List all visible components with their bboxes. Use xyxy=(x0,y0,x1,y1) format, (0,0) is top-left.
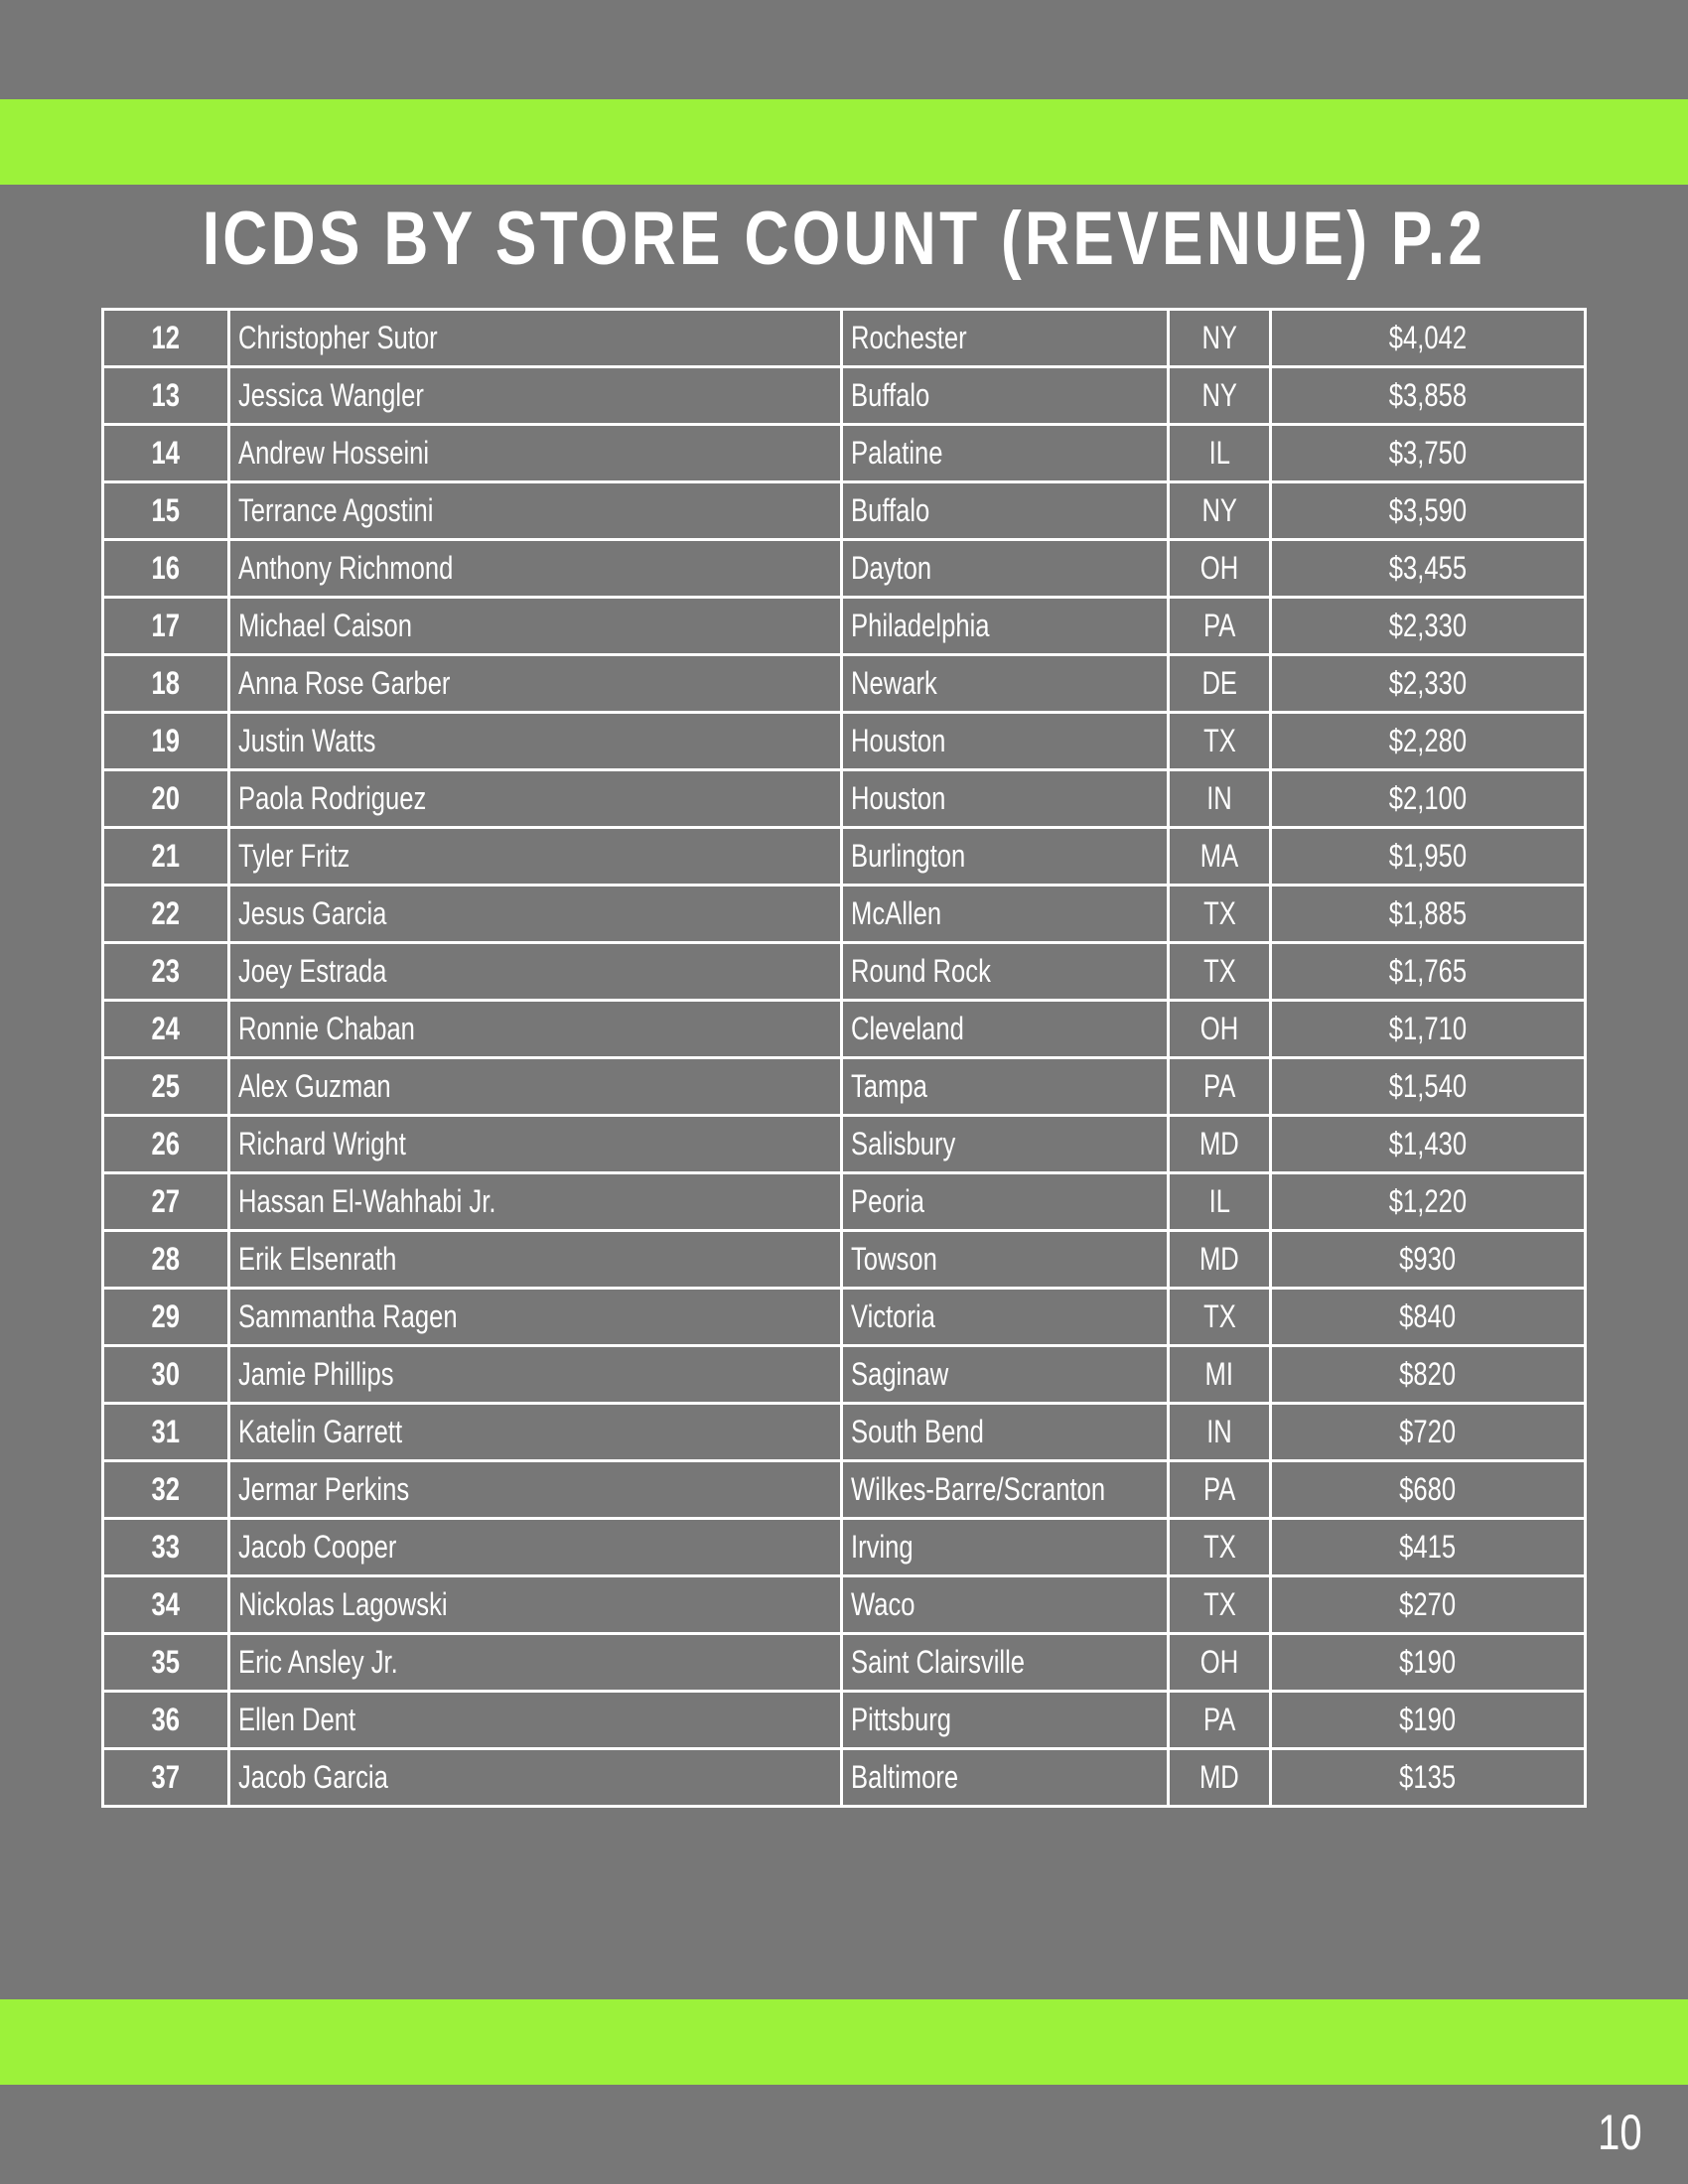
table-row xyxy=(103,1519,1586,1576)
city-cell-text: Saginaw xyxy=(851,1356,949,1392)
city-cell-text: Victoria xyxy=(851,1298,935,1334)
revenue-cell-text: $270 xyxy=(1399,1586,1457,1622)
state-cell xyxy=(1169,1634,1271,1692)
revenue-cell xyxy=(1271,1173,1586,1231)
state-cell-text: IL xyxy=(1208,435,1230,471)
name-cell xyxy=(229,770,842,828)
revenue-cell-text: $680 xyxy=(1399,1471,1457,1507)
rank-cell xyxy=(103,1576,229,1634)
table-row xyxy=(103,1231,1586,1289)
state-cell xyxy=(1169,1576,1271,1634)
rank-cell xyxy=(103,1692,229,1749)
rank-cell xyxy=(103,886,229,943)
city-cell-text: Wilkes-Barre/Scranton xyxy=(851,1471,1106,1507)
revenue-cell-text: $2,100 xyxy=(1388,780,1468,816)
revenue-cell-text: $135 xyxy=(1399,1759,1457,1795)
top-accent-band xyxy=(0,99,1688,185)
rank-cell xyxy=(103,1289,229,1346)
city-cell xyxy=(842,310,1169,367)
name-cell-text: Hassan El-Wahhabi Jr. xyxy=(238,1183,496,1219)
rank-cell-text: 14 xyxy=(151,435,181,471)
rank-cell-text: 22 xyxy=(151,895,181,931)
rank-cell-text: 23 xyxy=(151,953,181,989)
rank-cell-text: 13 xyxy=(151,377,181,413)
revenue-cell-text: $1,540 xyxy=(1388,1068,1468,1104)
state-cell xyxy=(1169,1461,1271,1519)
table-row xyxy=(103,482,1586,540)
city-cell xyxy=(842,482,1169,540)
city-cell-text: Rochester xyxy=(851,320,967,355)
table-row xyxy=(103,886,1586,943)
revenue-cell xyxy=(1271,1346,1586,1404)
revenue-cell-text: $1,950 xyxy=(1388,838,1468,874)
name-cell-text: Katelin Garrett xyxy=(238,1414,403,1449)
city-cell xyxy=(842,598,1169,655)
revenue-cell-text: $3,858 xyxy=(1388,377,1468,413)
state-cell-text: MD xyxy=(1199,1759,1239,1795)
name-cell xyxy=(229,1519,842,1576)
revenue-cell-text: $190 xyxy=(1399,1702,1457,1737)
revenue-cell xyxy=(1271,367,1586,425)
city-cell xyxy=(842,1634,1169,1692)
revenue-cell xyxy=(1271,482,1586,540)
rank-cell xyxy=(103,1461,229,1519)
city-cell-text: Buffalo xyxy=(851,377,930,413)
rank-cell xyxy=(103,1116,229,1173)
city-cell-text: Salisbury xyxy=(851,1126,956,1161)
city-cell-text: Dayton xyxy=(851,550,932,586)
state-cell-text: NY xyxy=(1201,377,1237,413)
table-row xyxy=(103,943,1586,1001)
table-row xyxy=(103,828,1586,886)
revenue-table-body xyxy=(103,310,1586,1807)
table-row xyxy=(103,1576,1586,1634)
revenue-cell xyxy=(1271,943,1586,1001)
rank-cell-text: 25 xyxy=(151,1068,181,1104)
state-cell-text: TX xyxy=(1202,1529,1236,1565)
rank-cell-text: 36 xyxy=(151,1702,181,1737)
rank-cell-text: 30 xyxy=(151,1356,181,1392)
revenue-cell-text: $2,330 xyxy=(1388,608,1468,643)
revenue-cell xyxy=(1271,1519,1586,1576)
rank-cell-text: 12 xyxy=(151,320,181,355)
city-cell-text: Peoria xyxy=(851,1183,924,1219)
table-row xyxy=(103,1058,1586,1116)
rank-cell xyxy=(103,1346,229,1404)
state-cell xyxy=(1169,886,1271,943)
revenue-cell xyxy=(1271,1058,1586,1116)
name-cell xyxy=(229,1576,842,1634)
rank-cell xyxy=(103,425,229,482)
state-cell xyxy=(1169,1692,1271,1749)
city-cell xyxy=(842,1058,1169,1116)
city-cell xyxy=(842,1173,1169,1231)
state-cell xyxy=(1169,425,1271,482)
state-cell xyxy=(1169,482,1271,540)
name-cell xyxy=(229,1289,842,1346)
rank-cell-text: 27 xyxy=(151,1183,181,1219)
revenue-cell xyxy=(1271,1576,1586,1634)
rank-cell-text: 19 xyxy=(151,723,181,758)
name-cell-text: Jessica Wangler xyxy=(238,377,424,413)
revenue-cell xyxy=(1271,1461,1586,1519)
rank-cell xyxy=(103,310,229,367)
name-cell-text: Ellen Dent xyxy=(238,1702,356,1737)
state-cell-text: OH xyxy=(1199,1644,1239,1680)
name-cell-text: Richard Wright xyxy=(238,1126,406,1161)
rank-cell xyxy=(103,1519,229,1576)
city-cell-text: Buffalo xyxy=(851,492,930,528)
revenue-cell-text: $720 xyxy=(1399,1414,1457,1449)
name-cell xyxy=(229,1634,842,1692)
rank-cell-text: 26 xyxy=(151,1126,181,1161)
revenue-cell-text: $1,765 xyxy=(1388,953,1468,989)
rank-cell xyxy=(103,1404,229,1461)
rank-cell-text: 33 xyxy=(151,1529,181,1565)
revenue-cell xyxy=(1271,310,1586,367)
revenue-cell-text: $840 xyxy=(1399,1298,1457,1334)
name-cell xyxy=(229,540,842,598)
rank-cell xyxy=(103,1634,229,1692)
name-cell xyxy=(229,828,842,886)
rank-cell-text: 29 xyxy=(151,1298,181,1334)
name-cell-text: Tyler Fritz xyxy=(238,838,351,874)
name-cell xyxy=(229,943,842,1001)
revenue-cell-text: $1,710 xyxy=(1388,1011,1468,1046)
name-cell xyxy=(229,1058,842,1116)
name-cell xyxy=(229,598,842,655)
name-cell xyxy=(229,1692,842,1749)
revenue-cell xyxy=(1271,1116,1586,1173)
rank-cell-text: 15 xyxy=(151,492,181,528)
name-cell-text: Alex Guzman xyxy=(238,1068,391,1104)
city-cell xyxy=(842,828,1169,886)
rank-cell-text: 20 xyxy=(151,780,181,816)
state-cell xyxy=(1169,770,1271,828)
city-cell xyxy=(842,1576,1169,1634)
state-cell xyxy=(1169,1173,1271,1231)
city-cell xyxy=(842,1519,1169,1576)
city-cell xyxy=(842,1231,1169,1289)
revenue-cell-text: $3,750 xyxy=(1388,435,1468,471)
name-cell-text: Jermar Perkins xyxy=(238,1471,410,1507)
state-cell-text: PA xyxy=(1202,1471,1236,1507)
revenue-cell-text: $820 xyxy=(1399,1356,1457,1392)
state-cell xyxy=(1169,367,1271,425)
city-cell xyxy=(842,770,1169,828)
table-row xyxy=(103,425,1586,482)
table-row xyxy=(103,1634,1586,1692)
name-cell xyxy=(229,886,842,943)
rank-cell-text: 17 xyxy=(151,608,181,643)
revenue-cell xyxy=(1271,655,1586,713)
name-cell-text: Jacob Garcia xyxy=(238,1759,388,1795)
table-row xyxy=(103,1346,1586,1404)
name-cell xyxy=(229,367,842,425)
revenue-cell-text: $1,220 xyxy=(1388,1183,1468,1219)
name-cell xyxy=(229,310,842,367)
state-cell-text: PA xyxy=(1202,1702,1236,1737)
revenue-cell-text: $1,430 xyxy=(1388,1126,1468,1161)
name-cell-text: Anthony Richmond xyxy=(238,550,454,586)
state-cell-text: MI xyxy=(1204,1356,1234,1392)
name-cell-text: Jesus Garcia xyxy=(238,895,387,931)
city-cell xyxy=(842,367,1169,425)
table-row xyxy=(103,1116,1586,1173)
revenue-cell-text: $2,330 xyxy=(1388,665,1468,701)
revenue-cell-text: $2,280 xyxy=(1388,723,1468,758)
state-cell-text: TX xyxy=(1202,1586,1236,1622)
city-cell xyxy=(842,886,1169,943)
state-cell-text: IL xyxy=(1208,1183,1230,1219)
city-cell xyxy=(842,1289,1169,1346)
state-cell-text: NY xyxy=(1201,320,1237,355)
city-cell-text: Tampa xyxy=(851,1068,927,1104)
city-cell xyxy=(842,1461,1169,1519)
rank-cell xyxy=(103,367,229,425)
city-cell-text: Round Rock xyxy=(851,953,991,989)
city-cell xyxy=(842,713,1169,770)
city-cell xyxy=(842,1692,1169,1749)
state-cell xyxy=(1169,598,1271,655)
rank-cell xyxy=(103,770,229,828)
state-cell-text: TX xyxy=(1202,723,1236,758)
city-cell xyxy=(842,540,1169,598)
city-cell-text: Burlington xyxy=(851,838,966,874)
state-cell-text: PA xyxy=(1202,1068,1236,1104)
name-cell-text: Justin Watts xyxy=(238,723,376,758)
name-cell xyxy=(229,1116,842,1173)
state-cell xyxy=(1169,1058,1271,1116)
state-cell xyxy=(1169,310,1271,367)
name-cell-text: Michael Caison xyxy=(238,608,413,643)
rank-cell xyxy=(103,943,229,1001)
name-cell-text: Sammantha Ragen xyxy=(238,1298,458,1334)
revenue-cell xyxy=(1271,1001,1586,1058)
name-cell-text: Joey Estrada xyxy=(238,953,387,989)
table-row xyxy=(103,1461,1586,1519)
table-row xyxy=(103,1404,1586,1461)
rank-cell xyxy=(103,1749,229,1807)
state-cell-text: PA xyxy=(1202,608,1236,643)
state-cell-text: IN xyxy=(1206,780,1232,816)
city-cell xyxy=(842,1404,1169,1461)
rank-cell-text: 28 xyxy=(151,1241,181,1277)
city-cell-text: Cleveland xyxy=(851,1011,964,1046)
table-row xyxy=(103,367,1586,425)
name-cell-text: Paola Rodriguez xyxy=(238,780,427,816)
state-cell xyxy=(1169,1404,1271,1461)
revenue-cell xyxy=(1271,425,1586,482)
revenue-cell xyxy=(1271,598,1586,655)
table-row xyxy=(103,1289,1586,1346)
state-cell-text: IN xyxy=(1206,1414,1232,1449)
rank-cell-text: 21 xyxy=(151,838,181,874)
page-number: 10 xyxy=(1598,2105,1642,2160)
city-cell xyxy=(842,425,1169,482)
revenue-cell-text: $3,455 xyxy=(1388,550,1468,586)
state-cell xyxy=(1169,713,1271,770)
revenue-cell-text: $415 xyxy=(1399,1529,1457,1565)
state-cell-text: OH xyxy=(1199,550,1239,586)
state-cell-text: OH xyxy=(1199,1011,1239,1046)
rank-cell xyxy=(103,1001,229,1058)
city-cell xyxy=(842,1001,1169,1058)
rank-cell xyxy=(103,655,229,713)
name-cell xyxy=(229,1404,842,1461)
revenue-cell xyxy=(1271,770,1586,828)
rank-cell xyxy=(103,598,229,655)
name-cell xyxy=(229,425,842,482)
rank-cell xyxy=(103,482,229,540)
table-row xyxy=(103,540,1586,598)
state-cell xyxy=(1169,1116,1271,1173)
table-row xyxy=(103,1173,1586,1231)
rank-cell-text: 31 xyxy=(151,1414,181,1449)
name-cell-text: Nickolas Lagowski xyxy=(238,1586,448,1622)
state-cell xyxy=(1169,1346,1271,1404)
state-cell xyxy=(1169,655,1271,713)
revenue-cell-text: $1,885 xyxy=(1388,895,1468,931)
name-cell-text: Ronnie Chaban xyxy=(238,1011,415,1046)
name-cell xyxy=(229,713,842,770)
table-row xyxy=(103,598,1586,655)
name-cell-text: Erik Elsenrath xyxy=(238,1241,397,1277)
name-cell xyxy=(229,1461,842,1519)
city-cell xyxy=(842,1346,1169,1404)
revenue-cell-text: $190 xyxy=(1399,1644,1457,1680)
revenue-cell xyxy=(1271,1692,1586,1749)
city-cell-text: Waco xyxy=(851,1586,915,1622)
city-cell-text: McAllen xyxy=(851,895,942,931)
state-cell-text: MD xyxy=(1199,1241,1239,1277)
state-cell-text: TX xyxy=(1202,1298,1236,1334)
rank-cell-text: 35 xyxy=(151,1644,181,1680)
rank-cell-text: 32 xyxy=(151,1471,181,1507)
name-cell xyxy=(229,655,842,713)
rank-cell-text: 18 xyxy=(151,665,181,701)
name-cell-text: Eric Ansley Jr. xyxy=(238,1644,398,1680)
city-cell xyxy=(842,1116,1169,1173)
name-cell xyxy=(229,1001,842,1058)
bottom-accent-band xyxy=(0,1999,1688,2085)
name-cell-text: Christopher Sutor xyxy=(238,320,438,355)
revenue-cell xyxy=(1271,540,1586,598)
table-row xyxy=(103,310,1586,367)
table-row xyxy=(103,655,1586,713)
state-cell-text: TX xyxy=(1202,895,1236,931)
city-cell-text: Newark xyxy=(851,665,937,701)
table-row xyxy=(103,1001,1586,1058)
state-cell-text: MD xyxy=(1199,1126,1239,1161)
name-cell-text: Jacob Cooper xyxy=(238,1529,397,1565)
rank-cell xyxy=(103,1173,229,1231)
revenue-cell xyxy=(1271,1231,1586,1289)
revenue-cell xyxy=(1271,1404,1586,1461)
rank-cell-text: 34 xyxy=(151,1586,181,1622)
city-cell-text: Irving xyxy=(851,1529,914,1565)
city-cell xyxy=(842,655,1169,713)
city-cell-text: Palatine xyxy=(851,435,943,471)
name-cell-text: Jamie Phillips xyxy=(238,1356,394,1392)
name-cell xyxy=(229,1749,842,1807)
rank-cell xyxy=(103,1231,229,1289)
state-cell-text: MA xyxy=(1199,838,1239,874)
state-cell xyxy=(1169,1289,1271,1346)
table-row xyxy=(103,770,1586,828)
rank-cell-text: 37 xyxy=(151,1759,181,1795)
revenue-cell xyxy=(1271,1289,1586,1346)
name-cell-text: Terrance Agostini xyxy=(238,492,434,528)
city-cell xyxy=(842,1749,1169,1807)
rank-cell xyxy=(103,1058,229,1116)
city-cell-text: Houston xyxy=(851,723,946,758)
city-cell-text: Philadelphia xyxy=(851,608,990,643)
revenue-cell-text: $3,590 xyxy=(1388,492,1468,528)
revenue-cell xyxy=(1271,828,1586,886)
name-cell xyxy=(229,1346,842,1404)
rank-cell xyxy=(103,540,229,598)
rank-cell-text: 24 xyxy=(151,1011,181,1046)
revenue-cell xyxy=(1271,1634,1586,1692)
revenue-cell xyxy=(1271,713,1586,770)
state-cell xyxy=(1169,540,1271,598)
name-cell xyxy=(229,482,842,540)
table-row xyxy=(103,1692,1586,1749)
revenue-cell-text: $930 xyxy=(1399,1241,1457,1277)
city-cell-text: South Bend xyxy=(851,1414,984,1449)
page-title: ICDS BY STORE COUNT (REVENUE) P.2 xyxy=(202,197,1486,281)
state-cell-text: NY xyxy=(1201,492,1237,528)
name-cell xyxy=(229,1173,842,1231)
state-cell xyxy=(1169,1231,1271,1289)
city-cell-text: Saint Clairsville xyxy=(851,1644,1025,1680)
table-row xyxy=(103,713,1586,770)
rank-cell xyxy=(103,828,229,886)
state-cell xyxy=(1169,1001,1271,1058)
state-cell xyxy=(1169,943,1271,1001)
state-cell xyxy=(1169,1519,1271,1576)
rank-cell xyxy=(103,713,229,770)
revenue-cell xyxy=(1271,1749,1586,1807)
city-cell-text: Baltimore xyxy=(851,1759,959,1795)
state-cell xyxy=(1169,828,1271,886)
revenue-cell-text: $4,042 xyxy=(1388,320,1468,355)
rank-cell-text: 16 xyxy=(151,550,181,586)
state-cell xyxy=(1169,1749,1271,1807)
city-cell xyxy=(842,943,1169,1001)
revenue-cell xyxy=(1271,886,1586,943)
city-cell-text: Towson xyxy=(851,1241,937,1277)
city-cell-text: Pittsburg xyxy=(851,1702,952,1737)
table-row xyxy=(103,1749,1586,1807)
revenue-table xyxy=(101,308,1587,1808)
name-cell-text: Andrew Hosseini xyxy=(238,435,430,471)
city-cell-text: Houston xyxy=(851,780,946,816)
name-cell-text: Anna Rose Garber xyxy=(238,665,451,701)
state-cell-text: DE xyxy=(1201,665,1237,701)
state-cell-text: TX xyxy=(1202,953,1236,989)
name-cell xyxy=(229,1231,842,1289)
